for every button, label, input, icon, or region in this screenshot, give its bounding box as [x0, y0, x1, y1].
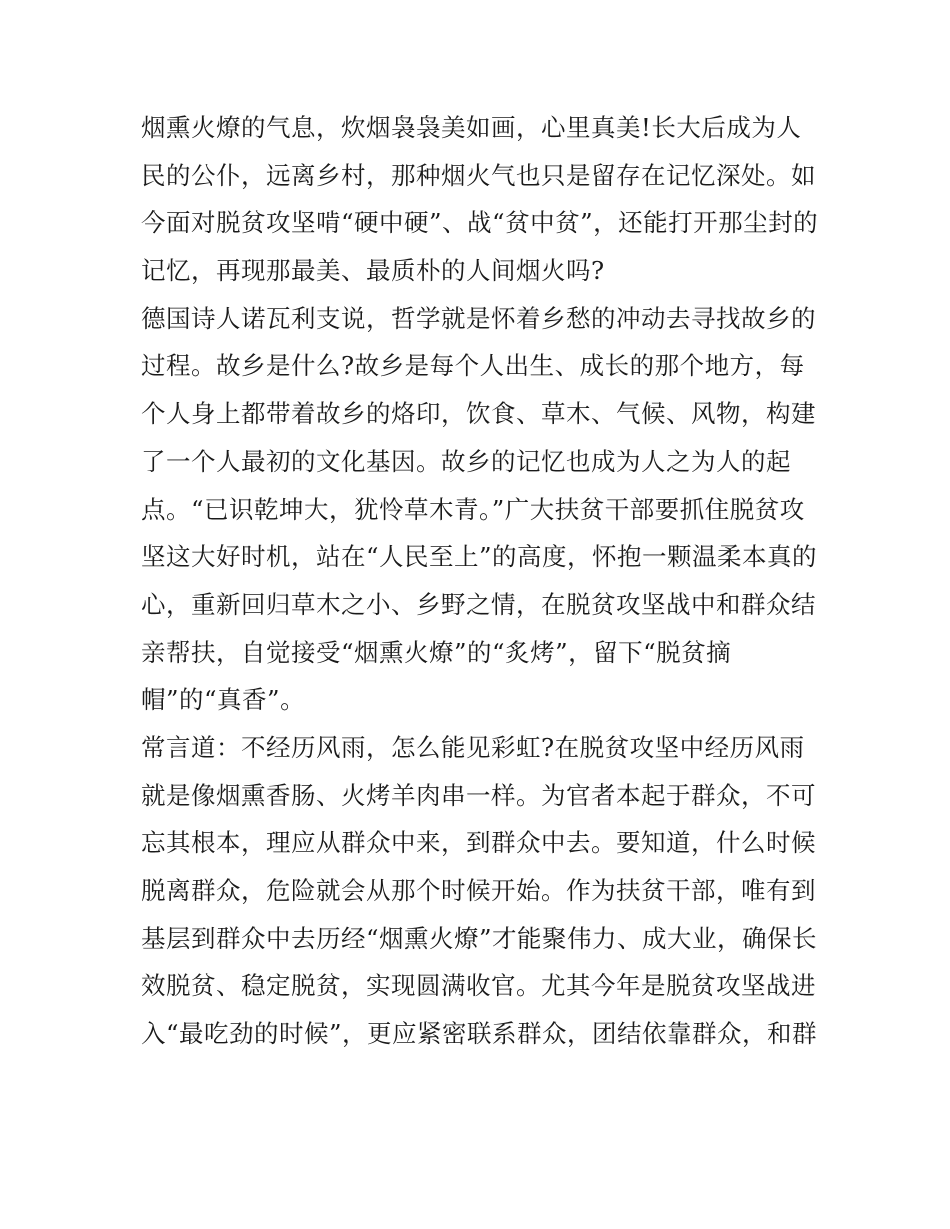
text-line: 就是像烟熏香肠、火烤羊肉串一样。为官者本起于群众，不可	[141, 780, 816, 810]
body-text	[141, 104, 821, 1058]
text-line: 脱离群众，危险就会从那个时候开始。作为扶贫干部，唯有到	[141, 876, 816, 905]
text-line: 今面对脱贫攻坚啃“硬中硬”、战“贫中贫”，还能打开那尘封的	[141, 208, 819, 238]
text-line: 常言道：不经历风雨，怎么能见彩虹?在脱贫攻坚中经历风雨	[141, 732, 805, 762]
text-line: 民的公仆，远离乡村，那种烟火气也只是留存在记忆深处。如	[141, 160, 816, 190]
text-line: 个人身上都带着故乡的烙印，饮食、草木、气候、风物，构建	[141, 399, 816, 429]
text-line: 坚这大好时机，站在“人民至上”的高度，怀抱一颗温柔本真的	[141, 542, 818, 572]
text-line: 心，重新回归草木之小、乡野之情，在脱贫攻坚战中和群众结	[141, 589, 816, 619]
text-line: 烟熏火燎的气息，炊烟袅袅美如画，心里真美!长大后成为人	[141, 113, 802, 142]
text-line: 效脱贫、稳定脱贫，实现圆满收官。尤其今年是脱贫攻坚战进	[141, 971, 816, 1001]
text-line: 入“最吃劲的时候”，更应紧密联系群众，团结依靠群众，和群	[141, 1019, 818, 1049]
text-line: 了一个人最初的文化基因。故乡的记忆也成为人之为人的起	[141, 446, 791, 476]
text-line: 亲帮扶，自觉接受“烟熏火燎”的“炙烤”，留下“脱贫摘	[141, 637, 732, 667]
text-line: 帽”的“真香”。	[141, 685, 306, 715]
text-line: 过程。故乡是什么?故乡是每个人出生、成长的那个地方，每	[141, 351, 805, 381]
text-line: 记忆，再现那最美、最质朴的人间烟火吗?	[141, 256, 605, 286]
text-line: 点。“已识乾坤大，犹怜草木青。”广大扶贫干部要抓住脱贫攻	[141, 494, 805, 524]
text-line: 德国诗人诺瓦利支说，哲学就是怀着乡愁的冲动去寻找故乡的	[141, 303, 816, 333]
text-line: 忘其根本，理应从群众中来，到群众中去。要知道，什么时候	[141, 828, 816, 858]
text-line: 基层到群众中去历经“烟熏火燎”才能聚伟力、成大业，确保长	[141, 923, 818, 953]
